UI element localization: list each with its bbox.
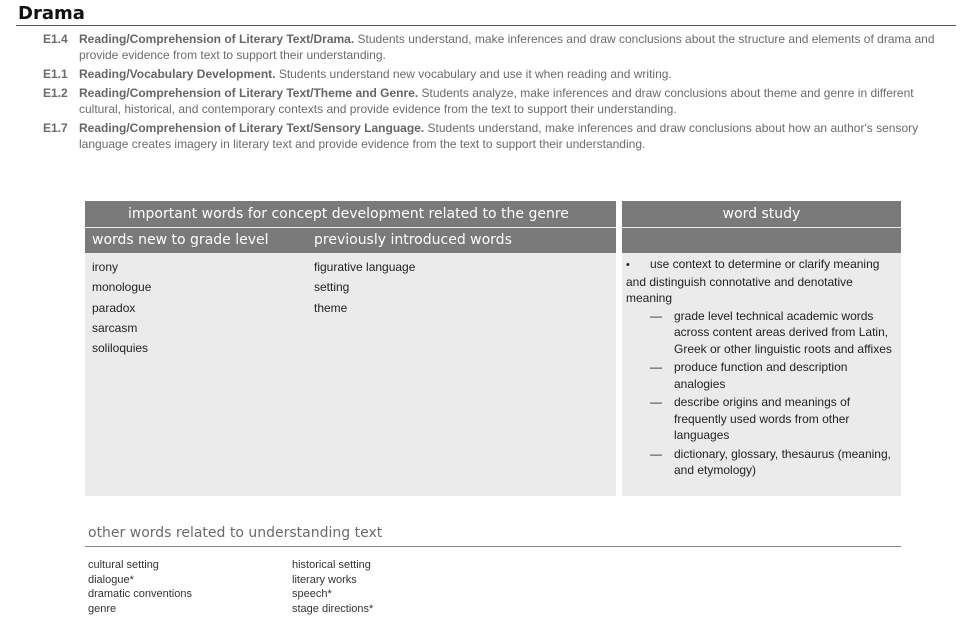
list-item: historical setting	[292, 559, 371, 571]
list-item: setting	[314, 280, 350, 295]
standard-heading: Reading/Comprehension of Literary Text/Theme and Genre.	[79, 86, 419, 100]
list-item: soliloquies	[92, 341, 149, 356]
concept-header	[85, 201, 616, 227]
standard-text: Students understand new vocabulary and use it when reading and writing.	[275, 67, 672, 81]
standard-code: E1.7	[43, 121, 68, 135]
other-words-divider	[85, 546, 901, 547]
word-study-intro	[626, 256, 898, 307]
new-words-list	[92, 259, 151, 360]
standard-text: Students understand, make inferences and draw conclusions about how an author's sensory language creates imagery in literary text and provide evidence from the text to support their understanding.	[79, 121, 919, 151]
dash-icon: —	[650, 446, 662, 461]
standard-text: Students analyze, make inferences and draw conclusions about theme and genre in different cultural, historical, and contemporary contexts and provide evidence from the text to support their understanding.	[79, 86, 914, 116]
dash-icon: —	[650, 395, 662, 409]
word-study-content	[626, 256, 898, 481]
list-item-text: describe origins and meanings of frequently used words from other languages	[674, 395, 851, 442]
word-study-panel	[622, 201, 901, 496]
list-item-text: produce function and description analogies	[674, 360, 848, 391]
standards-list	[43, 31, 953, 155]
standard-code: E1.1	[43, 67, 68, 81]
standard-item	[43, 66, 953, 82]
list-item-text: dictionary, glossary, thesaurus (meaning, and etymology)	[674, 446, 891, 477]
list-item: irony	[92, 260, 119, 274]
standard-code: E1.4	[43, 32, 68, 46]
list-item: speech*	[292, 588, 332, 601]
list-item	[650, 446, 898, 479]
list-item: stage directions*	[292, 603, 374, 616]
list-item: monologue	[92, 280, 152, 295]
dash-icon: —	[650, 360, 662, 374]
standard-item	[43, 120, 953, 152]
list-item	[650, 308, 898, 358]
previous-words-header: previously introduced words	[314, 232, 512, 248]
standard-item	[43, 85, 953, 117]
vocabulary-table	[85, 201, 901, 496]
list-item: sarcasm	[92, 320, 138, 335]
standard-item	[43, 31, 953, 63]
previous-words-list	[314, 259, 415, 320]
other-words-title: other words related to understanding text	[88, 525, 383, 541]
standard-text: Students understand, make inferences and draw conclusions about the structure and elements of drama and provide evidence from text to support their understanding.	[79, 32, 935, 62]
list-item: genre	[88, 603, 117, 616]
concept-header-label: important words for concept development related to the genre	[128, 206, 569, 222]
word-study-header	[622, 201, 901, 227]
list-item: paradox	[92, 300, 136, 315]
new-words-header: words new to grade level	[92, 232, 269, 248]
word-study-items	[626, 308, 898, 479]
list-item	[650, 359, 898, 392]
other-words-col1	[88, 558, 192, 617]
word-study-header-label: word study	[722, 206, 801, 222]
list-item-text: grade level technical academic words across content areas derived from Latin, Greek or other linguistic roots and affixes	[674, 308, 892, 356]
page-title: Drama	[18, 3, 85, 24]
word-study-intro-text: use context to determine or clarify meaning and distinguish connotative and denotative meaning	[626, 257, 880, 305]
concept-words-panel	[85, 201, 616, 496]
standard-code: E1.2	[43, 86, 68, 100]
standard-heading: Reading/Vocabulary Development.	[79, 67, 276, 81]
list-item: dialogue*	[88, 573, 134, 586]
list-item: theme	[314, 300, 348, 315]
list-item: cultural setting	[88, 559, 159, 571]
list-item	[650, 394, 898, 444]
list-item: figurative language	[314, 260, 416, 274]
bullet-icon: •	[626, 259, 630, 271]
list-item: dramatic conventions	[88, 588, 192, 601]
column-headers	[85, 228, 616, 253]
other-words-col2	[292, 558, 373, 617]
standard-heading: Reading/Comprehension of Literary Text/Sensory Language.	[79, 121, 425, 135]
dash-icon: —	[650, 308, 662, 323]
standard-heading: Reading/Comprehension of Literary Text/Drama.	[79, 32, 355, 46]
title-divider	[16, 25, 956, 26]
word-study-subheader	[622, 228, 901, 253]
list-item: literary works	[292, 573, 357, 586]
